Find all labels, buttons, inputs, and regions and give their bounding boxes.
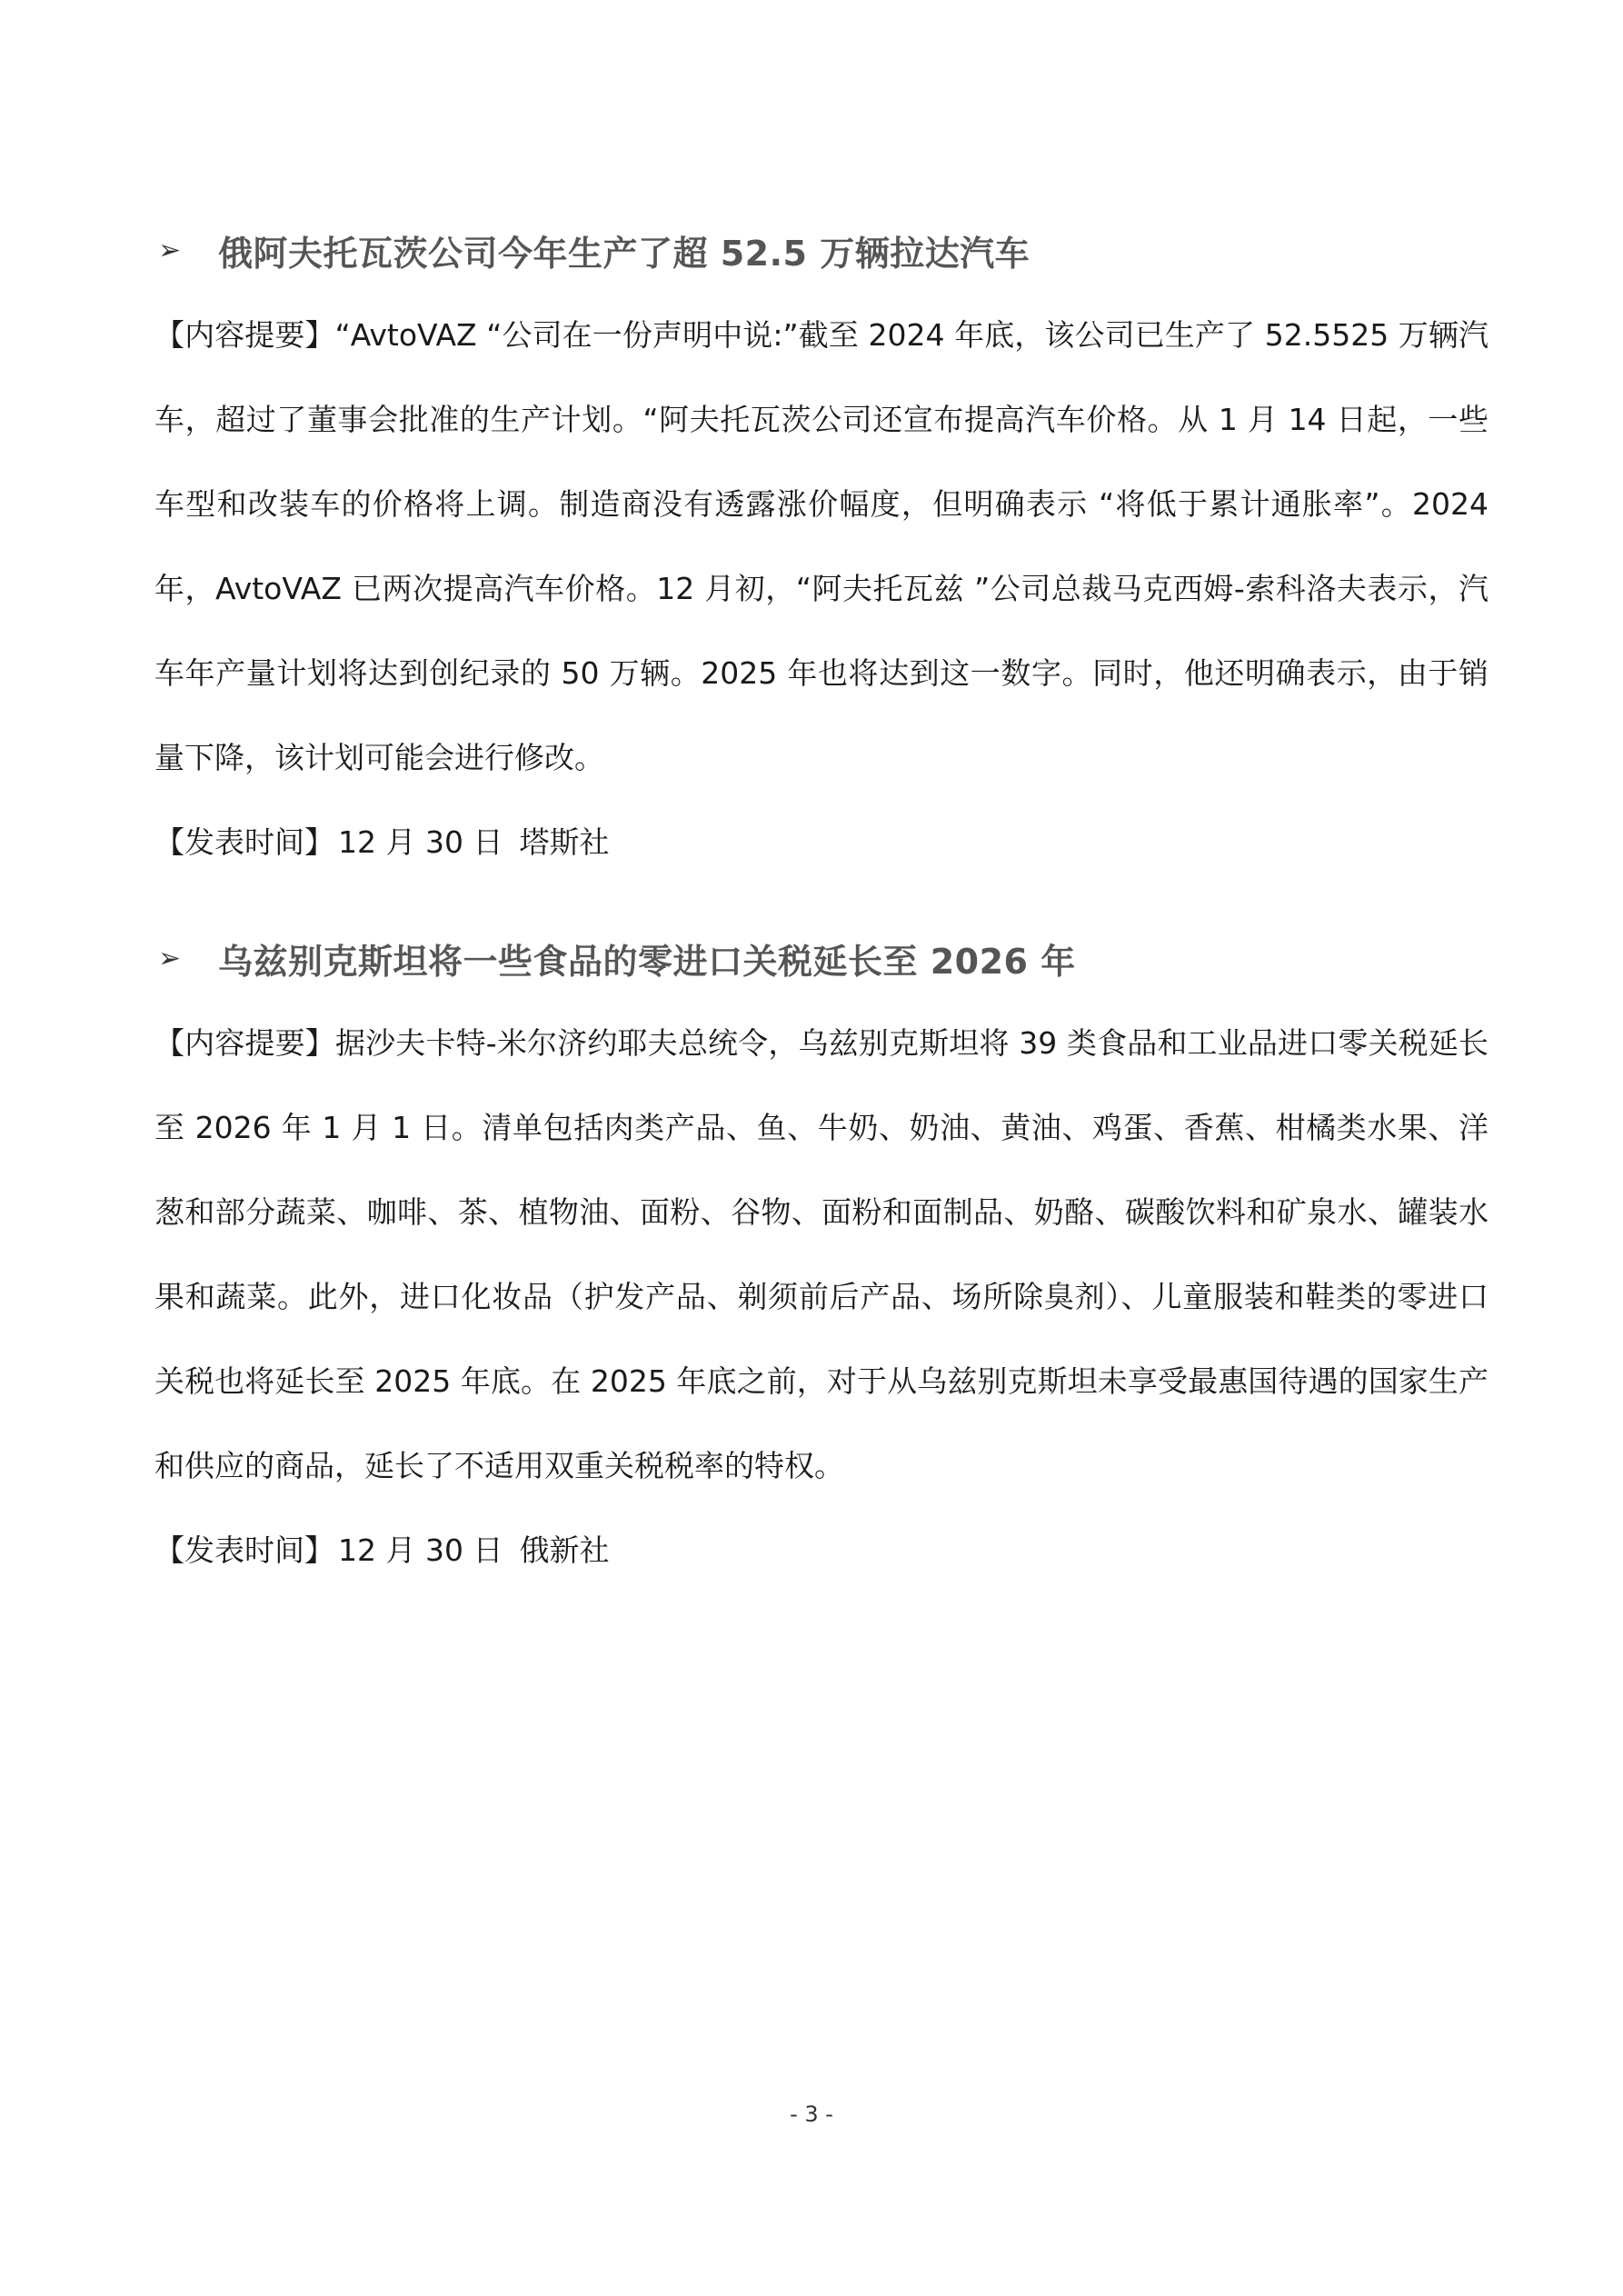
- article-summary: [154, 293, 1489, 800]
- article-title-text: 俄阿夫托瓦茨公司今年生产了超 52.5 万辆拉达汽车: [218, 233, 1031, 274]
- article-title: [154, 218, 1489, 282]
- article-item: [154, 926, 1489, 1592]
- summary-label: 【内容提要】: [154, 1025, 335, 1061]
- news-source: 塔斯社: [519, 824, 610, 860]
- article-item: [154, 218, 1489, 884]
- meta-label: 【发表时间】: [154, 1532, 334, 1568]
- arrow-bullet-icon: ➢: [158, 234, 182, 266]
- page-number: - 3 -: [790, 2101, 833, 2127]
- article-meta: [154, 1508, 1489, 1592]
- article-title-text: 乌兹别克斯坦将一些食品的零进口关税延长至 2026 年: [218, 941, 1076, 982]
- publish-date: 12 月 30 日: [338, 824, 503, 860]
- publish-date: 12 月 30 日: [338, 1532, 503, 1568]
- news-source: 俄新社: [519, 1532, 610, 1568]
- summary-label: 【内容提要】: [154, 317, 335, 353]
- arrow-bullet-icon: ➢: [158, 942, 182, 974]
- summary-text: 据沙夫卡特-米尔济约耶夫总统令，乌兹别克斯坦将 39 类食品和工业品进口零关税延长至 2026 年 1 月 1 日。清单包括肉类产品、鱼、牛奶、奶油、黄油、鸡蛋、香蕉、柑橘类水果、洋葱和部分蔬菜、咖啡、茶、植物油、面粉、谷物、面粉和面制品、奶酪、碳酸饮料和矿泉水、罐装水果和蔬菜。此外，进口化妆品（护发产品、剃须前后产品、场所除臭剂）、儿童服装和鞋类的零进口关税也将延长至 2025 年底。在 2025 年底之前，对于从乌兹别克斯坦未享受最惠国待遇的国家生产和供应的商品，延长了不适用双重关税税率的特权。: [154, 1025, 1489, 1483]
- summary-text: “AvtoVAZ “公司在一份声明中说:”截至 2024 年底，该公司已生产了 52.5525 万辆汽车，超过了董事会批准的生产计划。“阿夫托瓦茨公司还宣布提高汽车价格。从 1 月 14 日起，一些车型和改装车的价格将上调。制造商没有透露涨价幅度，但明确表示 “将低于累计通胀率”。2024 年，AvtoVAZ 已两次提高汽车价格。12 月初，“阿夫托瓦兹 ”公司总裁马克西姆-索科洛夫表示，汽车年产量计划将达到创纪录的 50 万辆。2025 年也将达到这一数字。同时，他还明确表示，由于销量下降，该计划可能会进行修改。: [154, 317, 1489, 775]
- article-list: [154, 218, 1489, 1634]
- meta-label: 【发表时间】: [154, 824, 334, 860]
- article-summary: [154, 1001, 1489, 1508]
- article-meta: [154, 800, 1489, 884]
- article-title: [154, 926, 1489, 990]
